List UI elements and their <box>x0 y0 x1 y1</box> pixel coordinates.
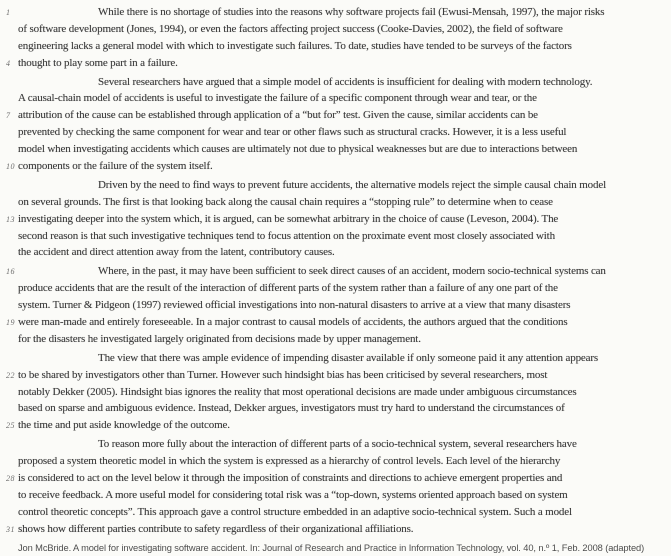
text-line <box>0 55 663 72</box>
line-text: model when investigating accidents which causes are ultimately not due to physical weaknesses but are due to interactions between <box>18 143 578 156</box>
line-text: attribution of the cause can be established through application of a “but for” test. Given the cause, similar accidents can be <box>18 109 538 122</box>
text-line <box>0 314 663 331</box>
text-line <box>0 367 663 384</box>
line-text: on several grounds. The first is that looking back along the causal chain requires a “stopping rule” to determine when to cease <box>18 195 553 208</box>
line-number: 4 <box>6 58 11 68</box>
line-number: 25 <box>6 421 15 431</box>
text-line <box>0 194 663 211</box>
line-text: thought to play some part in a failure. <box>18 56 178 69</box>
text-line <box>0 384 663 401</box>
text-line <box>0 141 663 158</box>
line-text: The view that there was ample evidence of impending disaster available if only someone paid it any attention appears <box>98 351 599 364</box>
line-number: 22 <box>6 370 15 380</box>
line-text: system. Turner & Pidgeon (1997) reviewed official investigations into non-natural disasters to arrive at a view that many disasters <box>18 299 571 312</box>
line-text: of software development (Jones, 1994), or even the factors affecting project success (Cooke-Davies, 2002), the field of software <box>18 22 563 35</box>
line-text: control theoretic concepts”. This approach gave a control structure embedded in an adaptive socio-technical system. Such a model <box>18 505 572 518</box>
text-line <box>0 228 663 245</box>
line-number: 16 <box>6 267 15 277</box>
line-text: the accident and direct attention away from the latent, contributory causes. <box>18 246 335 259</box>
line-text: components or the failure of the system itself. <box>18 160 213 173</box>
text-line <box>0 470 663 487</box>
text-line <box>0 504 663 521</box>
line-number: 31 <box>6 524 15 534</box>
text-line <box>0 90 663 107</box>
text-line <box>0 158 663 175</box>
text-line <box>0 297 663 314</box>
line-text: To reason more fully about the interaction of different parts of a socio-technical system, several researchers have <box>98 438 577 451</box>
line-text: While there is no shortage of studies into the reasons why software projects fail (Ewusi-Mensah, 1997), the major risks <box>98 6 605 18</box>
line-text: investigating deeper into the system which, it is argued, can be somewhat arbitrary in the choice of cause (Leveson, 2004). The <box>18 212 559 225</box>
line-text: notably Dekker (2005). Hindsight bias ignores the reality that most operational decisions are made under ambiguous circumstances <box>18 385 577 398</box>
line-text: produce accidents that are the result of the interaction of different parts of the system rather than a failure of any one part of the <box>18 282 558 295</box>
text-line <box>0 124 663 141</box>
line-text: were man-made and entirely foreseeable. In a major contrast to causal models of accidents, the authors argued that the conditions <box>18 316 568 329</box>
line-text: Several researchers have argued that a simple model of accidents is insufficient for dealing with modern technology. <box>98 75 593 88</box>
paragraph <box>0 177 663 261</box>
line-text: Driven by the need to find ways to prevent future accidents, the alternative models reject the simple causal chain model <box>98 178 606 191</box>
text-line <box>0 487 663 504</box>
text-line <box>0 211 663 228</box>
text-line <box>0 263 663 280</box>
text-line <box>0 21 663 38</box>
line-text: for the disasters he investigated largely originated from decisions made by upper management. <box>18 332 421 345</box>
line-text: A causal-chain model of accidents is useful to investigate the failure of a specific component through wear and tear, or the <box>18 92 537 105</box>
citation: Jon McBride. A model for investigating software accident. In: Journal of Research and Practice in Information Technology, vol. 40, n.º 1, Feb. 2008 (adapted) <box>18 542 645 553</box>
text-line <box>0 280 663 297</box>
text-line <box>0 436 663 453</box>
text-line <box>0 177 663 194</box>
text-line <box>0 107 663 124</box>
line-number: 19 <box>6 318 15 328</box>
line-text: to be shared by investigators other than Turner. However such hindsight bias has been criticised by several researchers, most <box>18 368 548 381</box>
line-number: 13 <box>6 214 15 224</box>
line-number: 7 <box>6 111 11 121</box>
line-text: second reason is that such investigative techniques tend to focus attention on the proximate event most closely associated with <box>18 229 555 242</box>
line-text: Where, in the past, it may have been sufficient to seek direct causes of an accident, modern socio-technical systems can <box>98 265 606 278</box>
line-text: based on sparse and ambiguous evidence. Instead, Dekker argues, investigators must try hard to understand the circumstances of <box>18 402 565 415</box>
text-line <box>0 38 663 55</box>
line-text: engineering lacks a general model with which to investigate such failures. To date, studies have tended to be surveys of the factors <box>18 39 572 52</box>
text-line <box>0 417 663 434</box>
paragraph <box>0 74 663 175</box>
line-text: is considered to act on the level below it through the imposition of constraints and directions to achieve emergent properties and <box>18 472 563 485</box>
line-text: to receive feedback. A more useful model for considering total risk was a “top-down, systems oriented approach based on system <box>18 488 568 501</box>
text-line <box>0 244 663 261</box>
document-lines <box>0 3 663 538</box>
line-number: 10 <box>6 162 15 172</box>
paragraph <box>0 4 663 72</box>
text-line <box>0 74 663 91</box>
text-line <box>0 521 663 538</box>
line-text: prevented by checking the same component for wear and tear or other flaws such as structural cracks. However, it is a less useful <box>18 126 567 139</box>
line-text: proposed a system theoretic model in which the system is expressed as a hierarchy of control levels. Each level of the hierarchy <box>18 455 561 468</box>
line-text: the time and put aside knowledge of the outcome. <box>18 419 230 432</box>
text-line <box>0 453 663 470</box>
text-line <box>0 350 663 367</box>
paragraph <box>0 436 663 537</box>
line-number: 28 <box>6 474 15 484</box>
text-line <box>0 400 663 417</box>
line-text: shows how different parties contribute to safety regardless of their organizational affiliations. <box>18 522 414 535</box>
line-number: 1 <box>6 8 11 17</box>
text-line <box>0 331 663 348</box>
text-line <box>0 4 663 21</box>
paragraph <box>0 263 663 347</box>
paragraph <box>0 350 663 434</box>
